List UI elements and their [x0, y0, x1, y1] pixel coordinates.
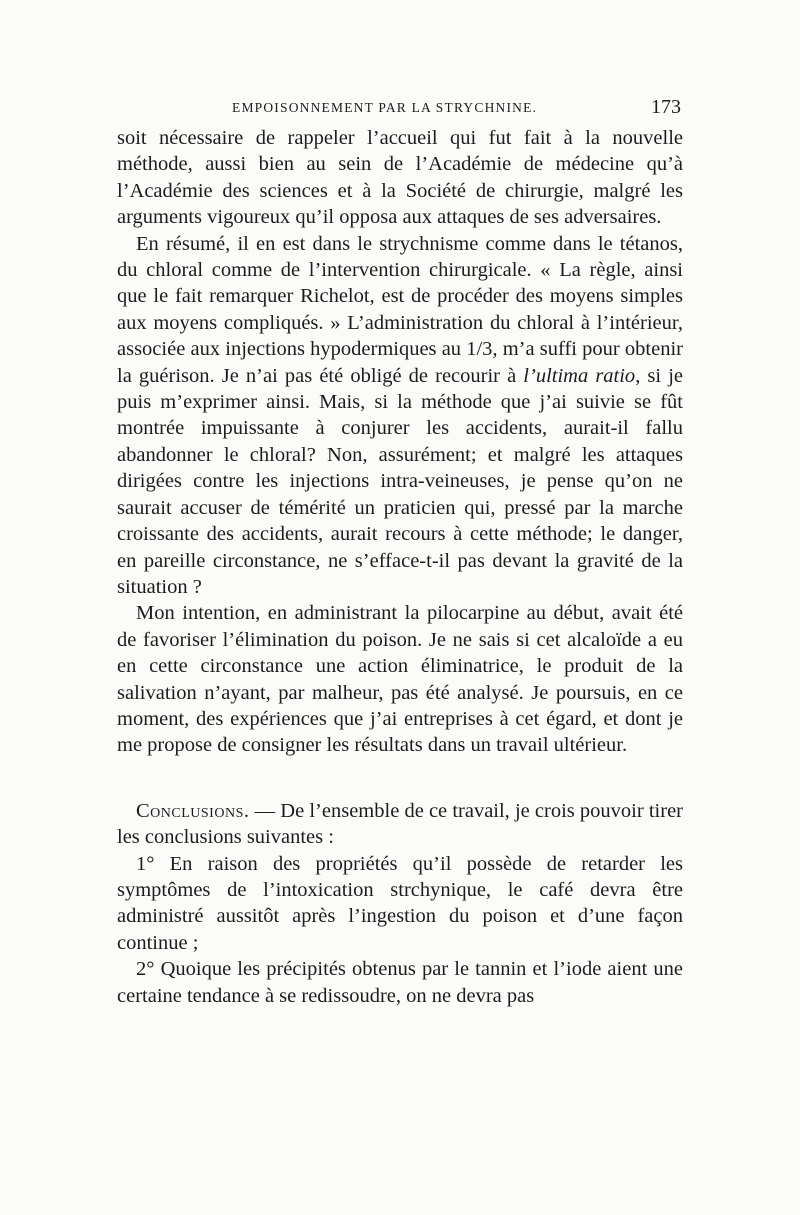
running-title: EMPOISONNEMENT PAR LA STRYCHNINE. — [232, 100, 538, 115]
paragraph-3: Mon intention, en administrant la pilocarpine au début, avait été de favoriser l’élimination du poison. Je ne sais si cet alcaloïde a eu en cette circonstance une action éliminatrice, le produit de la salivation n’ayant, par malheur, pas été analysé. Je poursuis, en ce moment, des expériences que j’ai entreprises à cet égard, et dont je me propose de consigner les résultats dans un travail ultérieur. — [117, 602, 683, 757]
section-gap — [117, 759, 683, 798]
running-header — [117, 96, 683, 122]
paragraph-2 — [117, 231, 683, 601]
conclusions-heading: Conclusions. — [136, 799, 250, 822]
paragraph-2-text-b: , si je puis m’exprimer ainsi. Mais, si la méthode que j’ai suivie se fût montrée impuissante à conjurer les accidents, aurait-il fallu abandonner le chloral? Non, assurément; et malgré les attaques dirigées contre les injections intra-veineuses, je pense qu’on ne saurait accuser de témérité un praticien qui, pressé par la marche croissante des accidents, aurait recours à cette méthode; le danger, en pareille circonstance, ne s’efface-t-il pas devant la gravité de la situation ? — [117, 364, 683, 598]
paragraph-2-text-a: En résumé, il en est dans le strychnisme comme dans le tétanos, du chloral comme de l’intervention chirurgicale. « La règle, ainsi que le fait remarquer Richelot, est de procéder des moyens simples aux moyens compliqués. » L’administration du chloral à l’intérieur, associée aux injections hypodermiques au 1/3, m’a suffi pour obtenir la guérison. Je n’ai pas été obligé de recourir à — [117, 232, 683, 387]
paragraph-2-italic: l’ultima ratio — [523, 364, 636, 387]
page-number: 173 — [651, 96, 681, 118]
conclusions-intro: — De l’ensemble de ce travail, je crois pouvoir tirer les conclusions suivantes : — [117, 799, 683, 849]
body-text — [117, 125, 683, 1009]
conclusion-item-2: 2° Quoique les précipités obtenus par le tannin et l’iode aient une certaine tendance à se redissoudre, on ne devra pas — [117, 958, 683, 1007]
conclusion-item-1: 1° En raison des propriétés qu’il possède de retarder les symptômes de l’intoxication strchynique, le café devra être administré aussitôt après l’ingestion du poison et d’une façon continue ; — [117, 852, 683, 954]
conclusions-paragraph — [117, 798, 683, 851]
paragraph-1: soit nécessaire de rappeler l’accueil qui fut fait à la nouvelle méthode, aussi bien au sein de l’Académie de médecine qu’à l’Académie des sciences et à la Société de chirurgie, malgré les arguments vigoureux qu’il opposa aux attaques de ses adversaires. — [117, 127, 683, 229]
